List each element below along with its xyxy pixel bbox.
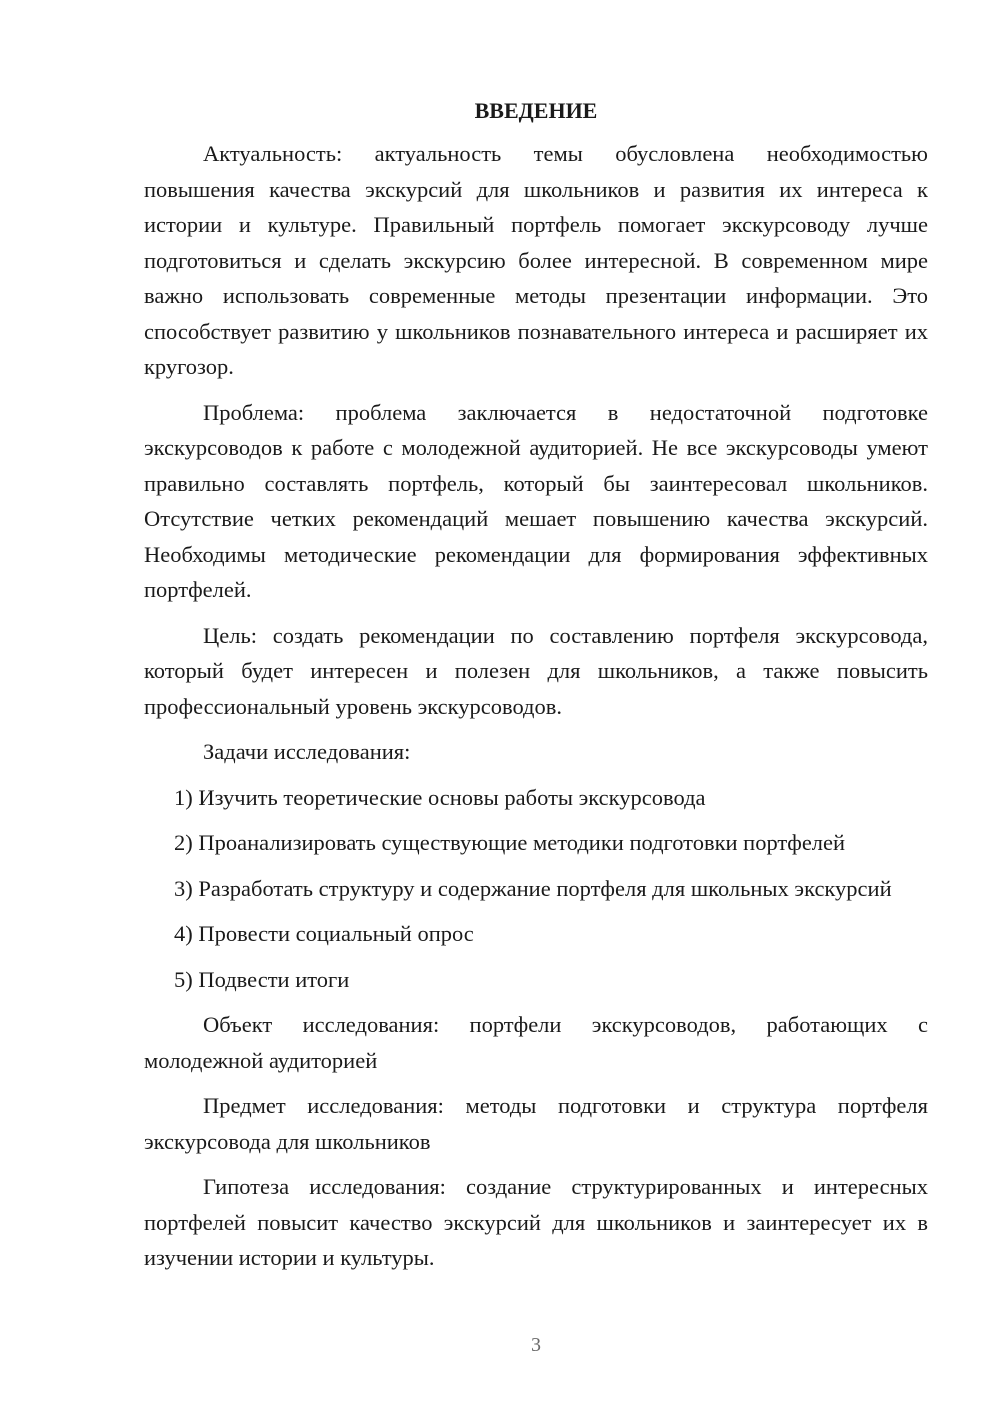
page-content xyxy=(144,93,928,1286)
task-item-5: 5) Подвести итоги xyxy=(174,966,350,992)
tasks-heading: Задачи исследования: xyxy=(203,739,411,764)
paragraph-problem: Проблема: проблема заключается в недостаточной подготовке экскурсоводов к работе с молодежной аудиторией. Не все экскурсоводы умеют правильно составлять портфель, который бы заинтересовал школьников. Отсутствие четких рекомендаций мешает повышению качества экскурсий. Необходимы методические рекомендации для формирования эффективных портфелей. xyxy=(144,399,928,602)
task-item-3: 3) Разработать структуру и содержание портфеля для школьных экскурсий xyxy=(174,875,892,901)
task-item-2: 2) Проанализировать существующие методики подготовки портфелей xyxy=(174,830,846,855)
paragraph-object: Объект исследования: портфели экскурсоводов, работающих с молодежной аудиторией xyxy=(144,1012,928,1073)
paragraph-hypothesis: Гипотеза исследования: создание структурированных и интересных портфелей повысит качество экскурсий для школьников и заинтересует их в изучении истории и культуры. xyxy=(144,1174,928,1270)
task-item-4: 4) Провести социальный опрос xyxy=(174,921,474,946)
task-item-1: 1) Изучить теоретические основы работы экскурсовода xyxy=(174,784,706,810)
page-number: 3 xyxy=(531,1334,541,1356)
paragraph-subject: Предмет исследования: методы подготовки и структура портфеля экскурсовода для школьников xyxy=(144,1093,928,1154)
paragraph-relevance: Актуальность: актуальность темы обусловлена необходимостью повышения качества экскурсий для школьников и развития их интереса к истории и культуре. Правильный портфель помогает экскурсоводу лучше подготовиться и сделать экскурсию более интересной. В современном мире важно использовать современные методы презентации информации. Это способствует развитию у школьников познавательного интереса и расширяет их кругозор. xyxy=(144,141,928,379)
paragraph-goal: Цель: создать рекомендации по составлению портфеля экскурсовода, который будет интересен и полезен для школьников, а также повысить профессиональный уровень экскурсоводов. xyxy=(144,622,928,719)
section-title: ВВЕДЕНИЕ xyxy=(474,98,598,123)
